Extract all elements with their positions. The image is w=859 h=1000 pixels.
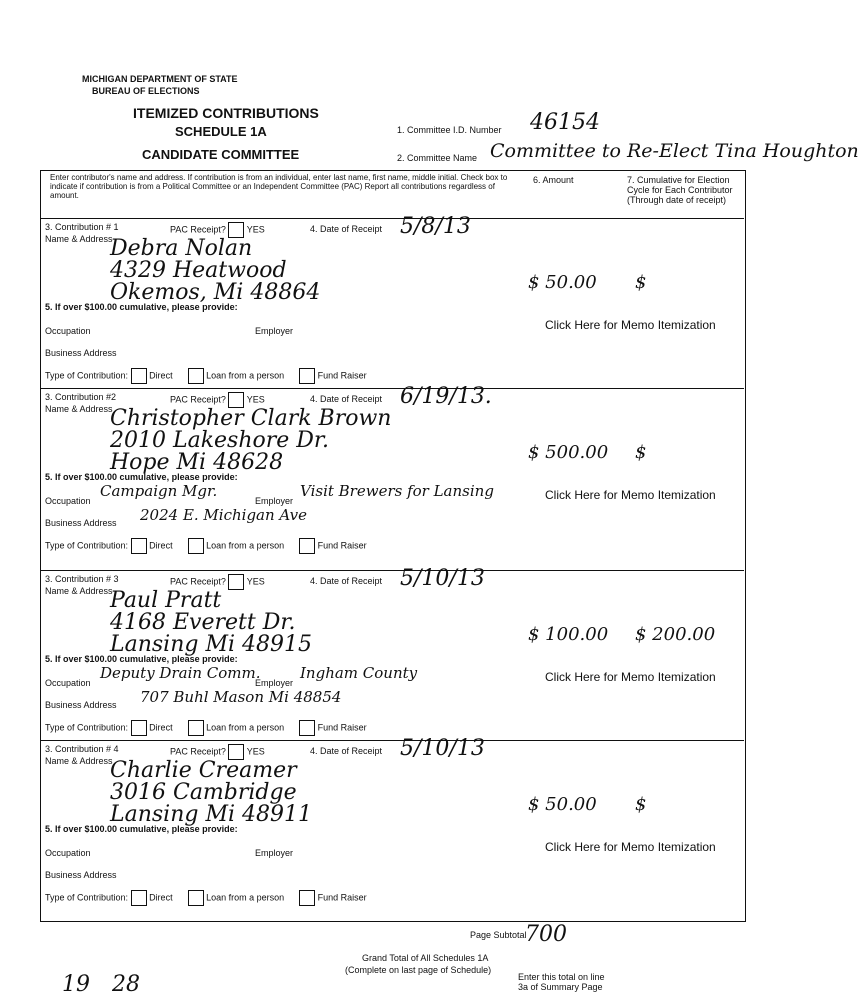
committee-type: CANDIDATE COMMITTEE xyxy=(142,147,300,162)
cumulative-header: 7. Cumulative for Election Cycle for Each Contributor (Through date of receipt) xyxy=(627,175,733,205)
direct-checkbox[interactable] xyxy=(131,538,147,554)
date-label: 4. Date of Receipt xyxy=(310,224,383,234)
id-value: 46154 xyxy=(530,110,600,135)
occupation-label: Occupation xyxy=(45,678,91,688)
fund-raiser-checkbox[interactable] xyxy=(299,368,315,384)
date-label: 4. Date of Receipt xyxy=(310,394,383,404)
business-address-label: Business Address xyxy=(45,700,117,710)
cumulative: $ xyxy=(635,442,647,463)
over-100-label: 5. If over $100.00 cumulative, please provide: xyxy=(45,824,238,834)
employer-label: Employer xyxy=(255,678,294,688)
over-100-label: 5. If over $100.00 cumulative, please provide: xyxy=(45,654,238,664)
grand-total-note: (Complete on last page of Schedule) xyxy=(345,965,492,975)
contribution-type: Type of Contribution: Direct Loan from a person Fund Raiser xyxy=(45,538,367,554)
fund-raiser-checkbox[interactable] xyxy=(299,720,315,736)
grand-total: Grand Total of All Schedules 1A xyxy=(362,953,489,963)
contributor-street: 4168 Everett Dr. xyxy=(110,610,296,635)
memo-link[interactable]: Click Here for Memo Itemization xyxy=(545,670,716,684)
contributor-street: 4329 Heatwood xyxy=(110,258,287,283)
business-address-label: Business Address xyxy=(45,348,117,358)
contribution-header: 3. Contribution # 1 xyxy=(45,222,119,232)
fund-raiser-checkbox[interactable] xyxy=(299,538,315,554)
receipt-date: 5/10/13 xyxy=(400,736,485,761)
title: ITEMIZED CONTRIBUTIONS xyxy=(133,105,319,121)
amount-header: 6. Amount xyxy=(533,175,574,185)
subtotal: 700 xyxy=(525,922,567,947)
receipt-date: 5/8/13 xyxy=(400,214,471,239)
date-label: 4. Date of Receipt xyxy=(310,746,383,756)
contributor-city: Lansing Mi 48911 xyxy=(110,802,313,827)
loan-checkbox[interactable] xyxy=(188,890,204,906)
name-address-label: Name & Address xyxy=(45,234,113,244)
contributor-street: 2010 Lakeshore Dr. xyxy=(110,428,330,453)
name-label: 2. Committee Name xyxy=(397,153,478,163)
loan-checkbox[interactable] xyxy=(188,720,204,736)
bureau: BUREAU OF ELECTIONS xyxy=(92,86,200,96)
business-address: 707 Buhl Mason Mi 48854 xyxy=(140,688,342,706)
name-address-label: Name & Address xyxy=(45,404,113,414)
contribution-type: Type of Contribution: Direct Loan from a person Fund Raiser xyxy=(45,720,367,736)
subtotal-label: Page Subtotal xyxy=(470,930,527,940)
employer-label: Employer xyxy=(255,326,294,336)
business-address-label: Business Address xyxy=(45,870,117,880)
amount: $ 50.00 xyxy=(528,794,597,815)
employer: Visit Brewers for Lansing xyxy=(300,482,494,500)
amount: $ 100.00 xyxy=(528,624,609,645)
over-100-label: 5. If over $100.00 cumulative, please provide: xyxy=(45,472,238,482)
occupation: Deputy Drain Comm. xyxy=(100,664,261,682)
contribution-header: 3. Contribution # 3 xyxy=(45,574,119,584)
pac-receipt: PAC Receipt? YES xyxy=(170,574,265,590)
fund-raiser-checkbox[interactable] xyxy=(299,890,315,906)
name-address-label: Name & Address xyxy=(45,586,113,596)
loan-checkbox[interactable] xyxy=(188,538,204,554)
employer-label: Employer xyxy=(255,848,294,858)
pac-receipt: PAC Receipt? YES xyxy=(170,392,265,408)
memo-link[interactable]: Click Here for Memo Itemization xyxy=(545,840,716,854)
contribution-type: Type of Contribution: Direct Loan from a person Fund Raiser xyxy=(45,890,367,906)
contributor-city: Lansing Mi 48915 xyxy=(110,632,313,657)
contributor-city: Hope Mi 48628 xyxy=(110,450,284,475)
contribution-header: 3. Contribution #2 xyxy=(45,392,117,402)
page-number: 19 xyxy=(62,972,90,997)
pac-receipt: PAC Receipt? YES xyxy=(170,222,265,238)
contributor-city: Okemos, Mi 48864 xyxy=(110,280,321,305)
summary-note: Enter this total on line 3a of Summary Page xyxy=(518,972,605,992)
memo-link[interactable]: Click Here for Memo Itemization xyxy=(545,488,716,502)
business-address: 2024 E. Michigan Ave xyxy=(140,506,307,524)
page-of: 28 xyxy=(112,972,140,997)
direct-checkbox[interactable] xyxy=(131,890,147,906)
contributor-street: 3016 Cambridge xyxy=(110,780,297,805)
business-address-label: Business Address xyxy=(45,518,117,528)
pac-receipt: PAC Receipt? YES xyxy=(170,744,265,760)
cumulative: $ xyxy=(635,794,647,815)
occupation: Campaign Mgr. xyxy=(100,482,218,500)
occupation-label: Occupation xyxy=(45,326,91,336)
instructions: Enter contributor's name and address. If contribution is from an individual, enter last name, first name, middle initial. Check box to indicate if contribution is from a Political Committee or an Independent Committee (PAC) Report all contributions regardless of amount. xyxy=(50,173,508,200)
contribution-type: Type of Contribution: Direct Loan from a person Fund Raiser xyxy=(45,368,367,384)
receipt-date: 5/10/13 xyxy=(400,566,485,591)
contributor-name: Christopher Clark Brown xyxy=(110,406,392,431)
direct-checkbox[interactable] xyxy=(131,720,147,736)
direct-checkbox[interactable] xyxy=(131,368,147,384)
contributor-name: Charlie Creamer xyxy=(110,758,297,783)
employer-label: Employer xyxy=(255,496,294,506)
amount: $ 50.00 xyxy=(528,272,597,293)
name-value: Committee to Re-Elect Tina Houghton xyxy=(490,140,859,162)
schedule: SCHEDULE 1A xyxy=(175,124,267,139)
contributor-name: Debra Nolan xyxy=(110,236,253,261)
date-label: 4. Date of Receipt xyxy=(310,576,383,586)
contributor-name: Paul Pratt xyxy=(110,588,222,613)
over-100-label: 5. If over $100.00 cumulative, please provide: xyxy=(45,302,238,312)
receipt-date: 6/19/13. xyxy=(400,384,492,409)
pac-checkbox[interactable] xyxy=(228,574,244,590)
cumulative: $ 200.00 xyxy=(635,624,716,645)
occupation-label: Occupation xyxy=(45,496,91,506)
occupation-label: Occupation xyxy=(45,848,91,858)
employer: Ingham County xyxy=(300,664,418,682)
loan-checkbox[interactable] xyxy=(188,368,204,384)
memo-link[interactable]: Click Here for Memo Itemization xyxy=(545,318,716,332)
dept: MICHIGAN DEPARTMENT OF STATE xyxy=(82,74,238,84)
amount: $ 500.00 xyxy=(528,442,609,463)
contribution-header: 3. Contribution # 4 xyxy=(45,744,119,754)
name-address-label: Name & Address xyxy=(45,756,113,766)
cumulative: $ xyxy=(635,272,647,293)
id-label: 1. Committee I.D. Number xyxy=(397,125,502,135)
